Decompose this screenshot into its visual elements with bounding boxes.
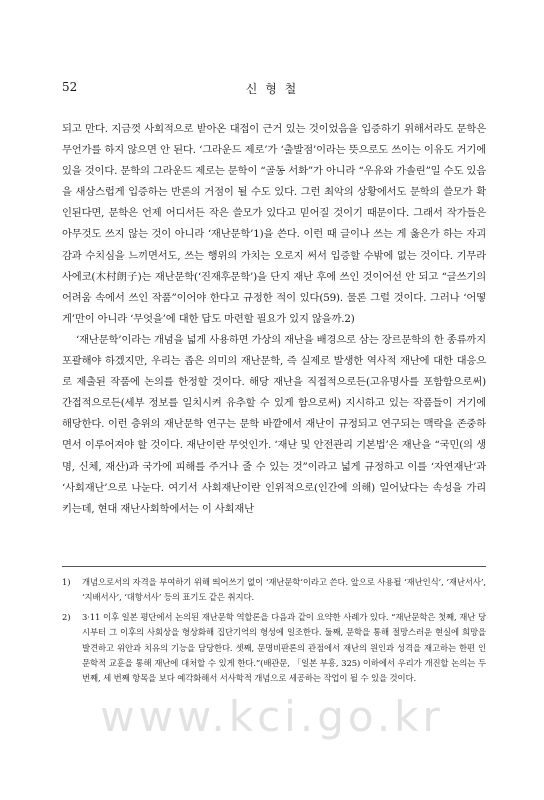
footnote-number: 1): [62, 577, 71, 587]
footnote-text: 개념으로서의 자격을 부여하기 위해 띄어쓰기 없이 ‘재난문학’이라고 쓴다. 앞으로 사용될 ‘재난인식’, ‘재난서사’, ‘지배서사’, ‘대항서사’ 등의 표기도 같은 취지다.: [82, 577, 486, 603]
body-text: [62, 119, 486, 520]
running-head-author: 신 형 철: [245, 82, 299, 96]
body-paragraph: ‘재난문학’이라는 개념을 넓게 사용하면 가상의 재난을 배경으로 삼는 장르문학의 한 종류까지 포괄해야 하겠지만, 우리는 좁은 의미의 재난문학, 즉 실제로 발생한 역사적 재난에 대한 대응으로 제출된 작품에 논의를 한정할 것이다. 해당 재난을 직접적으로든(고유명사를 포함함으로써) 간접적으로든(세부 정보를 일치시켜 유추할 수 있게 함으로써) 지시하고 있는 작품들이 거기에 해당한다. 이런 층위의 재난문학 연구는 문학 바깥에서 재난이 규정되고 연구되는 맥락을 존중하면서 이루어져야 할 것이다. 재난이란 무엇인가. ‘재난 및 안전관리 기본법’은 재난을 “국민(의 생명, 신체, 재산)과 국가에 피해를 주거나 줄 수 있는 것”이라고 넓게 규정하고 이를 ‘자연재난’과 ‘사회재난’으로 나눈다. 여기서 사회재난이란 인위적으로(인간에 의해) 일어났다는 속성을 가리키는데, 현대 재난사회학에서는 이 사회재난: [62, 333, 486, 515]
footnote-text: 3·11 이후 일본 평단에서 논의된 재난문학 역할론을 다음과 같이 요약한 사례가 있다. “재난문학은 첫째, 재난 당시부터 그 이후의 사회상을 형상화해 집단기억의 형성에 일조한다. 둘째, 문학을 통해 절망스러운 현실에 희망을 발견하고 위안과 치유의 기능을 담당한다. 셋째, 문명비판론의 관점에서 재난의 원인과 성격을 재고하는 한편 인문학적 교훈을 통해 재난에 대처할 수 있게 한다.”(배관문, 「일본 부흥, 325) 이하에서 우리가 개진할 논의는 두 번째, 세 번째 항목을 보다 예각화해서 서사학적 개념으로 세공하는 작업이 될 수 있을 것이다.: [82, 611, 486, 684]
footnotes: [62, 575, 486, 691]
footnote-number: 2): [62, 611, 71, 622]
footnote: [62, 610, 486, 687]
watermark: www.kci.go.kr: [100, 692, 444, 741]
footnote-divider: [62, 566, 486, 567]
body-paragraph: 되고 만다. 지금껏 사회적으로 받아온 대접이 근거 있는 것이었음을 입증하기 위해서라도 문학은 무언가를 하지 않으면 안 된다. ‘그라운드 제로’가 ‘출발점’이라는 뜻으로도 쓰이는 이유도 거기에 있을 것이다. 문학의 그라운드 제로는 문학이 “골동 서화”가 아니라 “우유와 가솔린”일 수도 있음을 새삼스럽게 입증하는 반론의 거점이 될 수도 있다. 그런 최악의 상황에서도 문학의 쓸모가 확인된다면, 문학은 언제 어디서든 작은 쓸모가 있다고 믿어질 것이기 때문이다. 그래서 작가들은 아무것도 쓰지 않는 것이 아니라 ‘재난문학’1)을 쓴다. 이런 때 글이나 쓰는 게 옳은가 하는 자괴감과 수치심을 느끼면서도, 쓰는 행위의 가치는 오로지 써서 입증할 수밖에 없는 것이다. 기무라 사에코(木村朗子)는 재난문학(‘진재후문학’)을 단지 재난 후에 쓰인 것이어선 안 되고 “글쓰기의 어려움 속에서 쓰인 작품”이어야 한다고 규정한 적이 있다(59). 물론 그럴 것이다. 그러나 ‘어떻게’만이 아니라 ‘무엇을’에 대한 답도 마련할 필요가 있지 않을까.2): [62, 123, 486, 325]
footnote: [62, 575, 486, 606]
page-number: 52: [62, 80, 78, 94]
